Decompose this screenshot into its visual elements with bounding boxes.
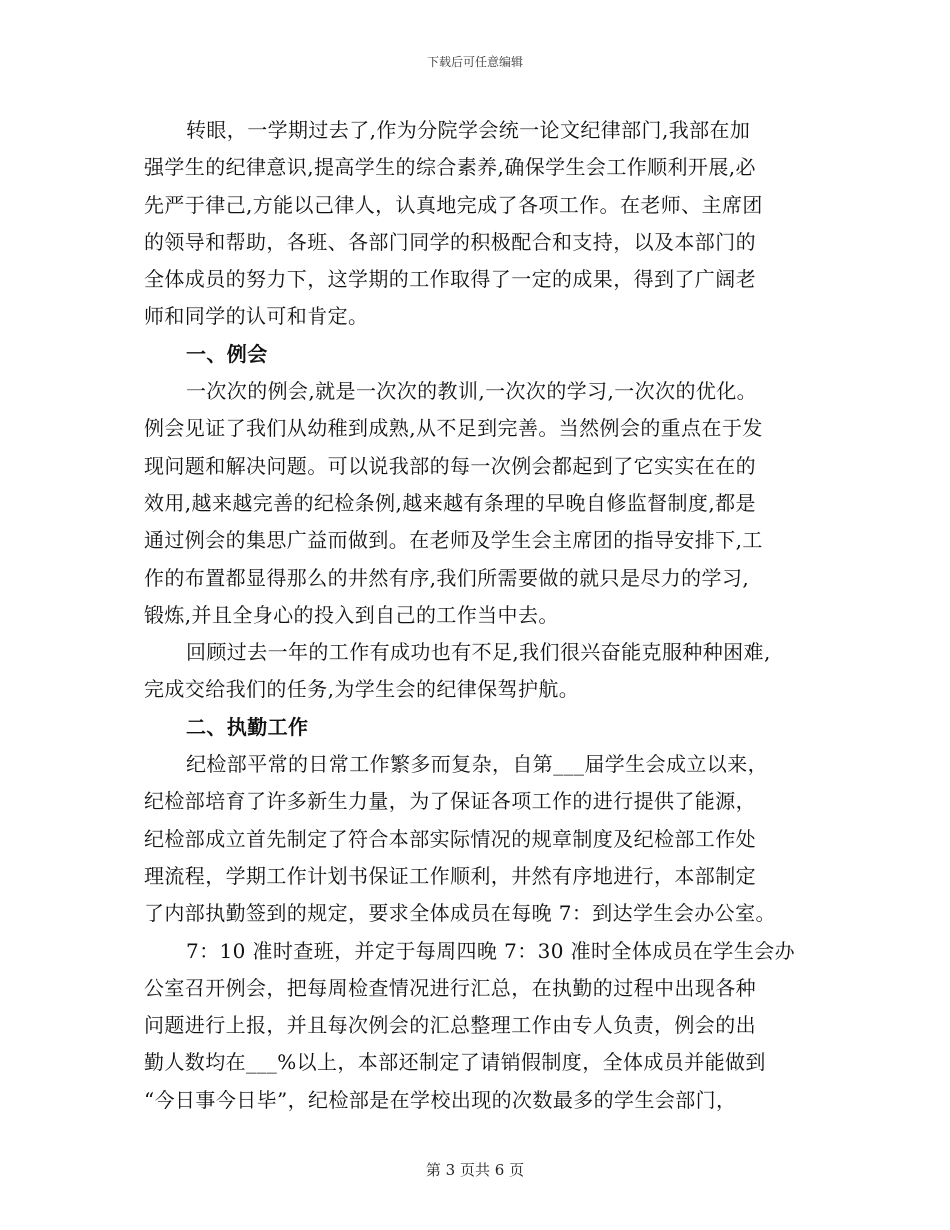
paragraph-line: 效用,越来越完善的纪检条例,越来越有条理的早晚自修监督制度,都是 [144, 490, 756, 515]
paragraph-line: 纪检部培育了许多新生力量，为了保证各项工作的进行提供了能源， [144, 789, 756, 814]
paragraph-line: 的领导和帮助，各班、各部门同学的积极配合和支持，以及本部门的 [144, 229, 756, 254]
paragraph-line: 强学生的纪律意识,提高学生的综合素养,确保学生会工作顺利开展,必 [144, 155, 756, 180]
paragraph-line: 一次次的例会,就是一次次的教训,一次次的学习,一次次的优化。 [186, 379, 758, 404]
paragraph-line: 先严于律己,方能以己律人，认真地完成了各项工作。在老师、主席团 [144, 192, 763, 217]
paragraph-line: 理流程，学期工作计划书保证工作顺利，井然有序地进行，本部制定 [144, 863, 756, 888]
paragraph-line: “今日事今日毕”，纪检部是在学校出现的次数最多的学生会部门， [144, 1087, 737, 1112]
paragraph-line: 纪检部成立首先制定了符合本部实际情况的规章制度及纪检部工作处 [144, 826, 756, 851]
paragraph-line: 7：10 准时查班，并定于每周四晚 7：30 准时全体成员在学生会办 [186, 938, 796, 963]
paragraph-line: 勤人数均在___%以上，本部还制定了请销假制度，全体成员并能做到 [144, 1050, 766, 1075]
paragraph-line: 锻炼,并且全身心的投入到自己的工作当中去。 [144, 602, 559, 627]
paragraph-line: 转眼，一学期过去了,作为分院学会统一论文纪律部门,我部在加 [186, 118, 751, 142]
paragraph-line: 现问题和解决问题。可以说我部的每一次例会都起到了它实实在在的 [144, 453, 756, 478]
section-heading: 一、例会 [186, 341, 268, 366]
section-heading: 二、执勤工作 [186, 714, 309, 739]
paragraph-line: 通过例会的集思广益而做到。在老师及学生会主席团的指导安排下,工 [144, 528, 763, 553]
paragraph-line: 了内部执勤签到的规定，要求全体成员在每晚 7：到达学生会办公室。 [144, 901, 776, 926]
paragraph-line: 问题进行上报，并且每次例会的汇总整理工作由专人负责，例会的出 [144, 1013, 756, 1038]
document-body [144, 112, 834, 1119]
page-header: 下载后可任意编辑 [426, 55, 523, 69]
paragraph-line: 全体成员的努力下，这学期的工作取得了一定的成果，得到了广阔老 [144, 267, 756, 292]
paragraph-line: 师和同学的认可和肯定。 [144, 304, 369, 329]
paragraph-line: 完成交给我们的任务,为学生会的纪律保驾护航。 [144, 677, 580, 702]
paragraph-line: 回顾过去一年的工作有成功也有不足,我们很兴奋能克服种种困难, [186, 640, 771, 665]
paragraph-line: 公室召开例会，把每周检查情况进行汇总，在执勤的过程中出现各种 [144, 975, 756, 1000]
paragraph-line: 作的布置都显得那么的井然有序,我们所需要做的就只是尽力的学习, [144, 565, 750, 590]
paragraph-line: 例会见证了我们从幼稚到成熟,从不足到完善。当然例会的重点在于发 [144, 416, 763, 441]
page-number: 第 3 页共 6 页 [425, 1161, 525, 1179]
paragraph-line: 纪检部平常的日常工作繁多而复杂，自第___届学生会成立以来， [186, 752, 768, 777]
